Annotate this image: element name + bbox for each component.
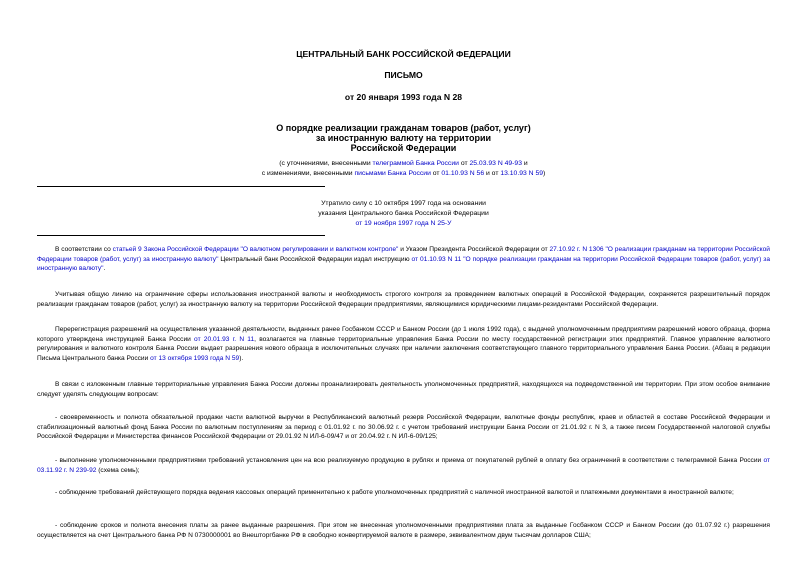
issuer-heading: ЦЕНТРАЛЬНЫЙ БАНК РОССИЙСКОЙ ФЕДЕРАЦИИ <box>296 49 511 59</box>
amendments-line-2: с изменениями, внесенными письмами Банка России от 01.10.93 N 56 и от 13.10.93 N 59) <box>261 170 546 177</box>
law-article-link[interactable]: статьей 9 Закона Российской Федерации "О валютном регулировании и валютном контроле" <box>112 246 399 253</box>
title-line-3: Российской Федерации <box>350 143 457 153</box>
telegram-239-link[interactable]: от 03.11.92 г. N 239-92 <box>37 457 770 474</box>
instruction-11-link[interactable]: от 20.01.93 г. N 11 <box>194 335 255 343</box>
paragraph-4: В связи с изложенным главные территориальные управления Банка России должны проанализировать деятельность уполномоченных предприятий, находящихся на подведомственной им территории. При этом особое внимание следует уделять следующим вопросам: <box>37 381 770 398</box>
presidential-decree-link[interactable]: 27.10.92 г. N 1306 "О реализации гражданам на территории Российской Федерации товаров (работ, услуг) за иностранную валюту" <box>37 246 770 263</box>
document-date-number: от 20 января 1993 года N 28 <box>344 92 463 102</box>
paragraph-2: Учитывая общую линию на ограничение сферы использования иностранной валюты и необходимость строгого контроля за проведением валютных операций в Российской Федерации, сохраняется разрешительный порядок реализации гражданам товаров (работ, услуг) за иностранную валюту на территории Российской Федерации предприятиями, являющимися юридическими лицами-резидентами Российской Федерации. <box>37 291 770 308</box>
paragraph-8: - соблюдение сроков и полнота внесения платы за ранее выданные разрешения. При этом не внесенная уполномоченными предприятиями плата за выданные Госбанком СССР и Банком России (до 01.07.92 г.) разрешения осуществляется на счет Центрального банка РФ N 0730000001 во Внешторгбанке РФ в свободно конвертируемой валюте в размере, эквивалентном двум тысячам долларов США; <box>37 522 770 539</box>
amendment-date-link-1[interactable]: 25.03.93 N 49-93 <box>469 160 522 167</box>
amendment-date-link-3[interactable]: 13.10.93 N 59 <box>500 170 544 177</box>
repeal-instruction-link[interactable]: от 19 ноября 1997 года N 25-У <box>355 220 452 227</box>
title-line-2: за иностранную валюту на территории <box>315 133 492 143</box>
repeal-line-2: указания Центрального банка Российской Федерации <box>318 210 489 217</box>
letters-link[interactable]: письмами Банка России <box>354 170 431 177</box>
paragraph-7: - соблюдение требований действующего порядка ведения кассовых операций применительно к работе уполномоченных предприятий с наличной иностранной валютой и платежными документами в иностранной валюте; <box>55 489 734 496</box>
paragraph-1: В соответствии со статьей 9 Закона Российской Федерации "О валютном регулировании и валютном контроле" и Указом Президента Российской Федерации от 27.10.92 г. N 1306 "О реализации гражданам на территории Российской Федерации товаров (работ, услуг) за иностранную валюту" Центральный банк Российской Федерации издал инструкцию от 01.10.93 N 11 "О порядке реализации гражданам на территории Российской Федерации товаров (работ, услуг) за иностранную валюту". <box>37 246 770 273</box>
title-line-1: О порядке реализации гражданам товаров (работ, услуг) <box>276 123 531 133</box>
repeal-line-1: Утратило силу с 10 октября 1997 года на основании <box>321 200 486 207</box>
telegram-link[interactable]: телеграммой Банка России <box>372 160 459 167</box>
paragraph-3: Перерегистрация разрешений на осуществления указанной деятельности, выданных ранее Госбанком СССР и Банком России (до 1 июля 1992 года), с выдачей уполномоченным предприятиям разрешений нового образца, форма которого утверждена инструкцией Банка России от 20.01.93 г. N 11, возлагается на главные территориальные управления Банка России по месту государственной регистрации этих предприятий. Главное управление валютного регулирования и валютного контроля Банка России выдает разрешения нового образца в исключительных случаях при наличии заключения соответствующего главного территориального управления Банка России. (Абзац в редакции Письма Центрального банка России от 13 октября 1993 года N 59). <box>37 326 771 362</box>
paragraph-5: - своевременность и полнота обязательной продажи части валютной выручки в Республиканский валютный резерв Российской Федерации, валютные фонды республик, краев и областей в составе Российской Федерации и стабилизационный валютный фонд Банка России по валютным поступлениям за период с 01.01.92 г. по 30.06.92 г. с учетом требований инструкции Банка России от 21.01.92 г. N 3, а также писем Государственной налоговой службы Российской Федерации и Министерства финансов Российской Федерации от 29.01.92 N ИЛ-6-09/47 и от 20.04.92 г. N ИЛ-6-09/125; <box>37 414 770 441</box>
amendment-date-link-2[interactable]: 01.10.93 N 56 <box>441 170 485 177</box>
separator-bottom <box>37 235 325 236</box>
paragraph-6: - выполнение уполномоченными предприятиями требований установления цен на всю реализуемую продукцию в рублях и приема от покупателей рублей в оплату без ограничений в соответствии с телеграммой Банка России от 03.11.92 г. N 239-92 (схема семь); <box>37 457 770 474</box>
separator-top <box>37 186 325 187</box>
repeal-line-3 <box>0 219 807 229</box>
amendments-line-1: (с уточнениями, внесенными телеграммой Банка России от 25.03.93 N 49-93 и <box>279 160 528 167</box>
letter-59-link[interactable]: от 13 октября 1993 года N 59 <box>150 354 240 362</box>
instruction-link[interactable]: от 01.10.93 N 11 "О порядке реализации гражданам на территории Российской Федерации товаров (работ, услуг) за иностранную валюту" <box>37 255 770 273</box>
document-type: ПИСЬМО <box>384 70 423 80</box>
